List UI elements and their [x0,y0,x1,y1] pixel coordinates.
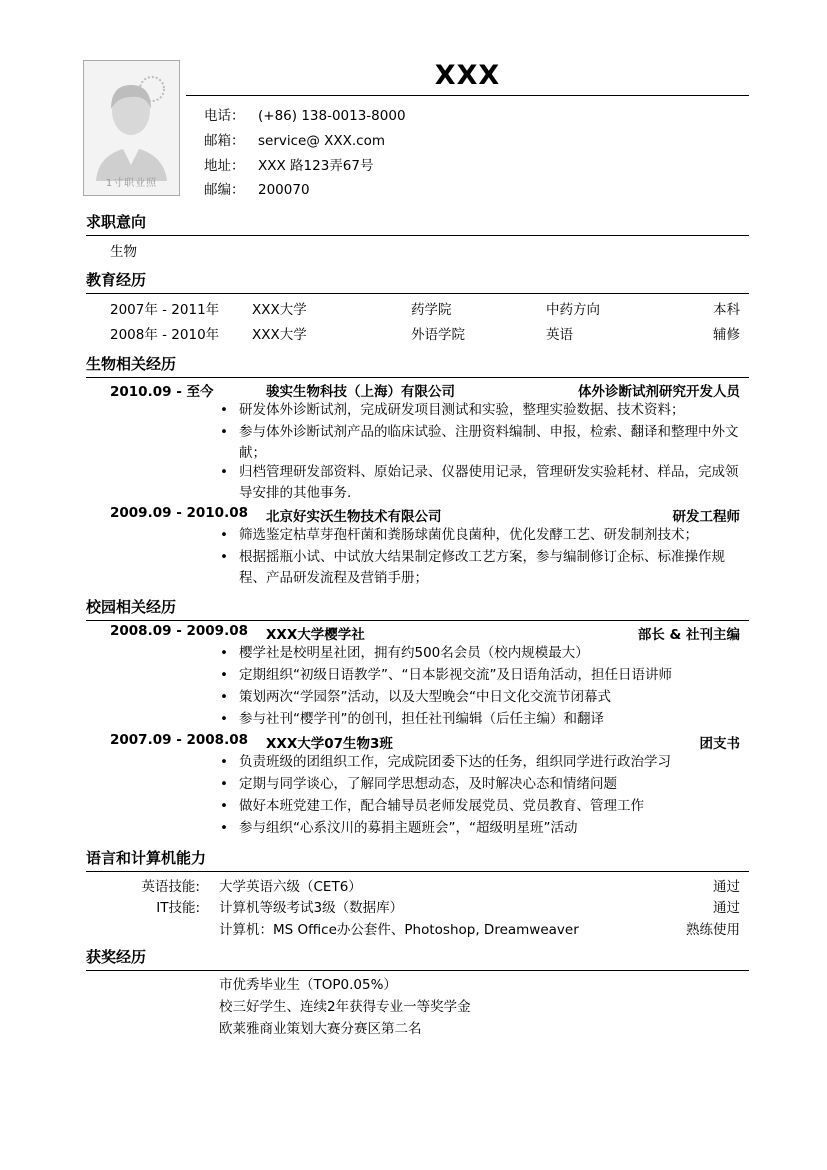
skill-desc: 计算机等级考试3级（数据库） [219,900,404,916]
job-period: 2010.09 - 至今 [110,384,214,400]
campus-role: 部长 & 社刊主编 [637,627,740,643]
contact-value: (+86) 138-0013-8000 [258,108,406,124]
contact-value: XXX 路123弄67号 [258,158,374,174]
edu-degree: 本科 [713,302,740,318]
contact-value: service@ XXX.com [258,133,386,149]
campus-org: XXX大学07生物3班 [266,736,393,752]
award-item: 欧莱雅商业策划大赛分赛区第二名 [219,1021,422,1037]
edu-college: 药学院 [411,302,452,318]
edu-period: 2007年 - 2011年 [110,302,220,318]
campus-period: 2008.09 - 2009.08 [110,623,248,639]
skill-level: 通过 [713,879,740,895]
job-role: 体外诊断试剂研究开发人员 [578,384,740,400]
section-divider [86,871,749,872]
section-title-skills: 语言和计算机能力 [86,849,207,867]
objective-value: 生物 [110,244,137,260]
skill-label: 英语技能: [141,879,200,895]
contact-phone [204,104,406,124]
header-divider [186,95,749,96]
job-period: 2009.09 - 2010.08 [110,505,248,521]
skill-desc: 大学英语六级（CET6） [219,879,362,895]
job-company: 骏实生物科技（上海）有限公司 [266,384,455,400]
section-divider [86,970,749,971]
bullet-icon: • [220,549,228,565]
bullet-icon: • [220,798,228,814]
bullet-icon: • [220,820,228,836]
skill-level: 通过 [713,900,740,916]
award-item: 校三好学生、连续2年获得专业一等奖学金 [219,999,471,1015]
edu-degree: 辅修 [713,327,740,343]
skill-label: IT技能: [156,900,200,916]
contact-email [204,129,385,149]
contact-label: 电话： [204,108,245,124]
bullet-icon: • [220,464,228,480]
section-divider [86,235,749,236]
campus-org: XXX大学樱学社 [266,627,365,643]
bullet-icon: • [220,402,228,418]
contact-label: 邮编： [204,182,245,198]
section-title-work: 生物相关经历 [86,355,177,373]
bullet-icon: • [220,754,228,770]
edu-school: XXX大学 [252,327,307,343]
contact-label: 地址： [204,158,245,174]
edu-college: 外语学院 [411,327,465,343]
section-divider [86,377,749,378]
job-role: 研发工程师 [672,509,740,525]
edu-major: 英语 [546,327,573,343]
bullet-icon: • [220,711,228,727]
section-title-campus: 校园相关经历 [86,598,177,616]
section-title-education: 教育经历 [86,271,147,289]
contact-value: 200070 [258,182,310,198]
bullet-icon: • [220,667,228,683]
candidate-name: XXX [434,60,501,91]
bullet-icon: • [220,689,228,705]
contact-label: 邮箱： [204,133,245,149]
bullet-icon: • [220,424,228,440]
photo-caption: 1寸职业照 [105,178,158,189]
bullet-icon: • [220,645,228,661]
section-title-awards: 获奖经历 [86,948,147,966]
bullet-icon: • [220,776,228,792]
award-item: 市优秀毕业生（TOP0.05%） [219,977,397,993]
section-title-objective: 求职意向 [86,213,147,231]
profile-photo [83,60,180,196]
contact-zipcode [204,178,310,198]
campus-period: 2007.09 - 2008.08 [110,732,248,748]
edu-major: 中药方向 [546,302,600,318]
edu-period: 2008年 - 2010年 [110,327,220,343]
section-divider [86,293,749,294]
edu-school: XXX大学 [252,302,307,318]
skill-desc: 计算机：MS Office办公套件、Photoshop, Dreamweaver [219,922,579,938]
campus-role: 团支书 [699,736,740,752]
bullet-icon: • [220,527,228,543]
job-company: 北京好实沃生物技术有限公司 [266,509,442,525]
contact-address [204,154,373,174]
section-divider [86,620,749,621]
skill-level: 熟练使用 [686,922,740,938]
